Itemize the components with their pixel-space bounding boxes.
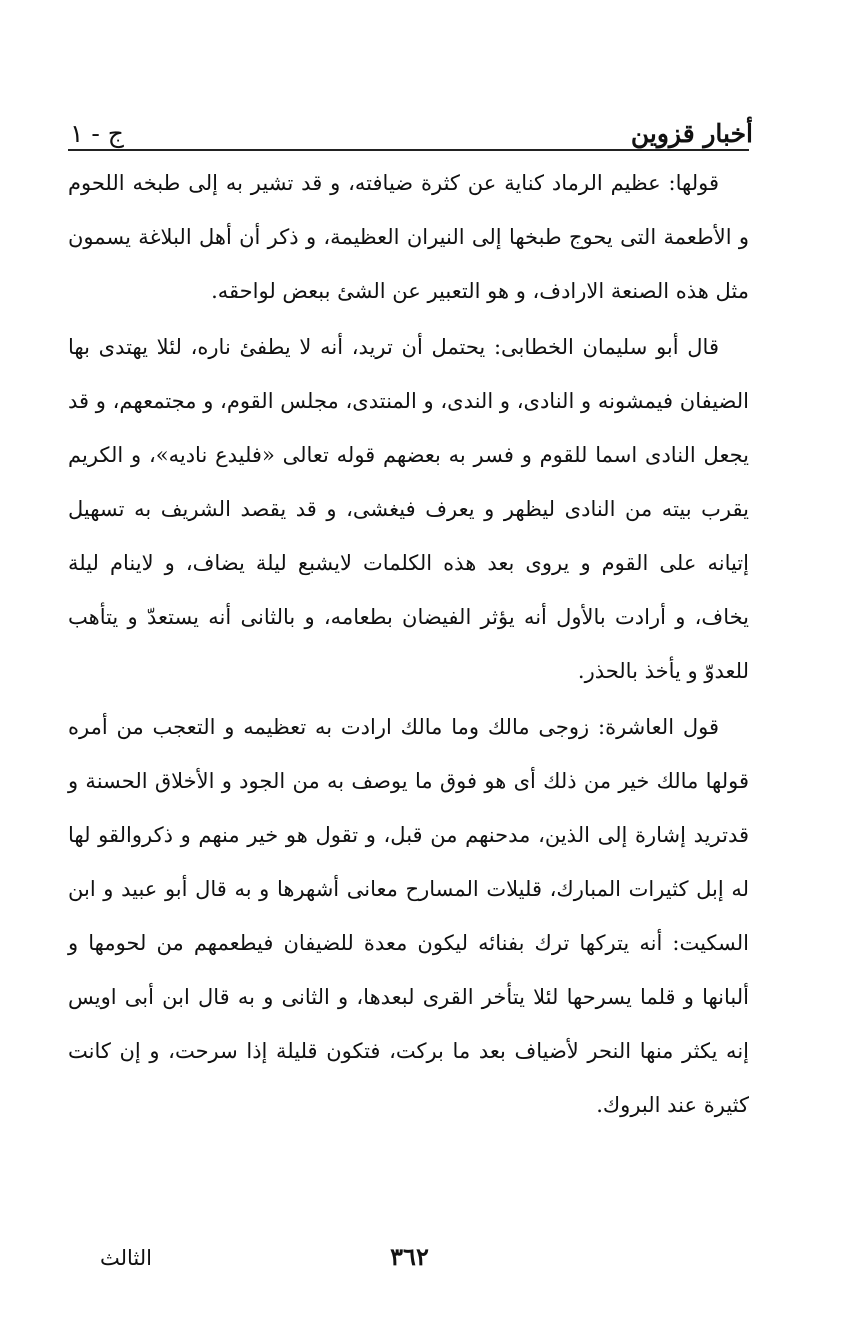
page-footer <box>70 1242 749 1282</box>
signature-mark: الثالث <box>100 1246 152 1270</box>
page-number: ٣٦٢ <box>390 1242 429 1271</box>
main-text <box>68 156 749 1134</box>
paragraph: قولها: عظيم الرماد كناية عن كثرة ضيافته، و قد تشير به إلى طبخه اللحوم و الأطعمة التى يحوج طبخها إلى النيران العظيمة، و ذكر أن أهل البلاغة يسمون مثل هذه الصنعة الارادف، و هو التعبير عن الشئ ببعض لواحقه. <box>68 171 749 303</box>
paragraph: قول العاشرة: زوجى مالك وما مالك ارادت به تعظيمه و التعجب من أمره قولها مالك خير من ذلك أى هو فوق ما يوصف به من الجود و الأخلاق الحسنة و قدتريد إشارة إلى الذين، مدحنهم من قبل، و تقول هو خير منهم و ذكروالقو لها له إبل كثيرات المبارك، قليلات المسارح معانى أشهرها و به قال أبو عبيد و ابن السكيت: أنه يتركها ترك بفنائه ليكون معدة للضيفان فيطعمهم من لحومها و ألبانها و قلما يسرحها لئلا يتأخر القرى لبعدها، و الثانى و به قال ابن أبى اويس إنه يكثر منها النحر لأضياف بعد ما بركت، فتكون قليلة إذا سرحت، و إن كانت كثيرة عند البروك. <box>68 715 749 1117</box>
paragraph: قال أبو سليمان الخطابى: يحتمل أن تريد، أنه لا يطفئ ناره، لئلا يهتدى بها الضيفان فيمشونه و النادى، و الندى، و المنتدى، مجلس القوم، و مجتمعهم، و قد يجعل النادى اسما للقوم و فسر به بعضهم قوله تعالى «فليدع ناديه»، و الكريم يقرب بيته من النادى ليظهر و يعرف فيغشى، و قد يقصد الشريف به تسهيل إتيانه على القوم و يروى بعد هذه الكلمات لايشبع ليلة يضاف، و لاينام ليلة يخاف، و أرادت بالأول أنه يؤثر الفيضان بطعامه، و بالثانى أنه يستعدّ و يتأهب للعدوّ و يأخذ بالحذر. <box>68 335 749 683</box>
book-title: أخبار قزوين <box>630 119 753 148</box>
running-header <box>70 96 753 148</box>
header-rule <box>68 149 749 151</box>
volume-label: ج - ١ <box>70 119 124 148</box>
